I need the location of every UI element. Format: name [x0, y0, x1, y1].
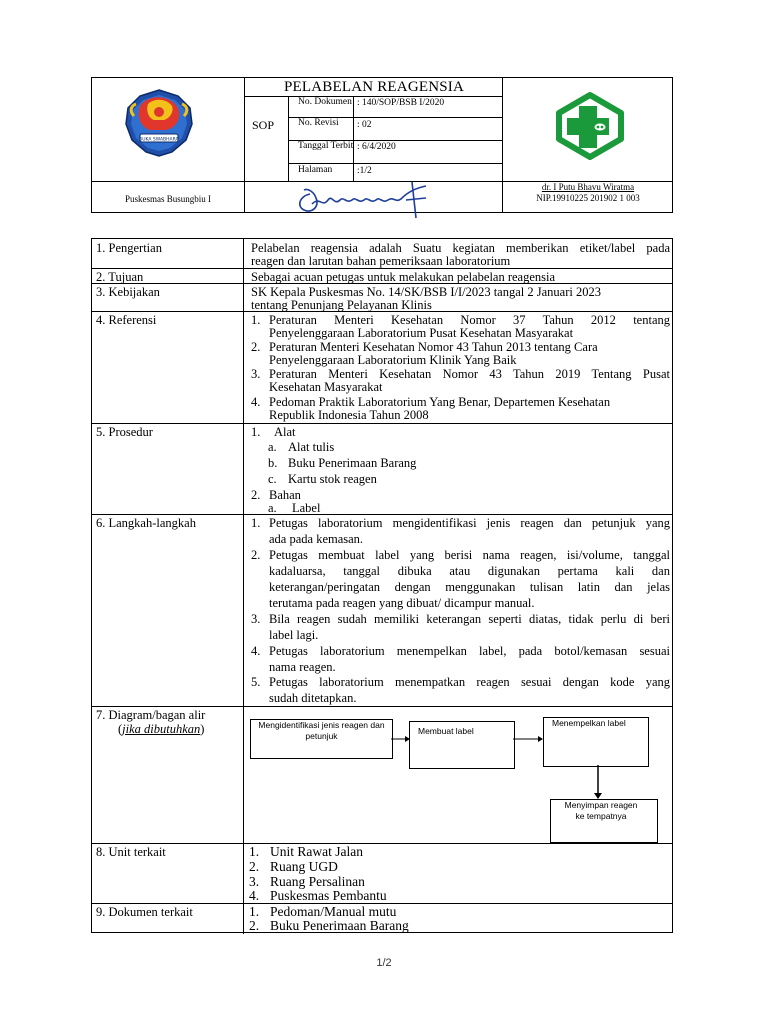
pengertian-line-1: Pelabelan reagensia adalah Suatu kegiatan memberikan etiket/label pada	[251, 241, 670, 255]
referensi-1-line-1: Peraturan Menteri Kesehatan Nomor 37 Tahun 2012 tentang	[269, 313, 670, 327]
flow-box-store-reagent: Menyimpan reagen ke tempatnya	[550, 799, 658, 843]
bahan-item-a: Label	[292, 501, 321, 515]
flow-box-identify: Mengidentifikasi jenis reagen dan petunjuk	[250, 719, 393, 759]
referensi-3-line-1: Peraturan Menteri Kesehatan Nomor 43 Tahun 2019 Tentang Pusat	[269, 367, 670, 381]
langkah-5-line-1: Petugas laboratorium menempatkan reagen sesuai dengan kode yang	[269, 675, 670, 689]
alat-item-b: Buku Penerimaan Barang	[288, 456, 417, 470]
meta-value-no-dokumen: : 140/SOP/BSB I/2020	[357, 98, 445, 108]
prosedur-alat-num: 1.	[251, 425, 261, 439]
unit-item-3: Ruang Persalinan	[270, 874, 365, 889]
prosedur-bahan-num: 2.	[251, 488, 261, 502]
prosedur-alat: Alat	[274, 425, 296, 439]
label-prosedur: 5. Prosedur	[96, 425, 153, 439]
kebijakan-line-1: SK Kepala Puskesmas No. 14/SK/BSB I/I/2023 tangal 2 Januari 2023	[251, 285, 601, 299]
alat-item-a: Alat tulis	[288, 440, 335, 454]
label-langkah: 6. Langkah-langkah	[96, 516, 196, 530]
unit-num-2: 2.	[249, 859, 260, 874]
doctor-nip: NIP.19910225 201902 1 003	[536, 193, 640, 203]
regency-crest-logo	[120, 86, 198, 160]
flow-box-attach-label: Menempelkan label	[543, 717, 649, 767]
langkah-4-line-2: nama reagen.	[269, 660, 336, 674]
dokumen-num-2: 2.	[249, 918, 260, 933]
puskesmas-name: Puskesmas Busungbiu I	[124, 194, 211, 204]
langkah-4-line-1: Petugas laboratorium menempelkan label, pada botol/kemasan sesuai	[269, 644, 670, 658]
label-kebijakan: 3. Kebijakan	[96, 285, 160, 299]
unit-item-2: Ruang UGD	[270, 859, 338, 874]
unit-item-4: Puskesmas Pembantu	[270, 888, 387, 903]
dokumen-num-1: 1.	[249, 904, 260, 919]
sop-label: SOP	[252, 118, 275, 132]
label-referensi: 4. Referensi	[96, 313, 157, 327]
langkah-num-1: 1.	[251, 516, 261, 530]
pengertian-line-2: reagen dan larutan bahan pemeriksaan laboratorium	[251, 254, 511, 268]
langkah-num-3: 3.	[251, 612, 261, 626]
meta-value-halaman: :1/2	[357, 166, 372, 176]
meta-label-halaman: Halaman	[298, 165, 333, 175]
signature	[290, 178, 440, 220]
tujuan-text: Sebagai acuan petugas untuk melakukan pelabelan reagensia	[251, 270, 556, 284]
alat-num-c: c.	[268, 472, 277, 486]
langkah-3-line-1: Bila reagen sudah memiliki keterangan seperti diatas, tidak perlu di beri	[269, 612, 670, 626]
flow-box-create-label: Membuat label	[409, 721, 515, 769]
label-tujuan: 2. Tujuan	[96, 270, 144, 284]
referensi-num-1: 1.	[251, 313, 261, 327]
meta-label-no-revisi: No. Revisi	[298, 118, 339, 128]
langkah-1-line-2: ada pada kemasan.	[269, 532, 364, 546]
unit-num-1: 1.	[249, 844, 260, 859]
alat-item-c: Kartu stok reagen	[288, 472, 377, 486]
alat-num-b: b.	[268, 456, 278, 470]
meta-value-no-revisi: : 02	[357, 120, 372, 130]
head-signatory	[503, 182, 673, 204]
langkah-5-line-2: sudah ditetapkan.	[269, 691, 357, 705]
diagram-note: jika dibutuhkan	[122, 722, 201, 736]
referensi-num-3: 3.	[251, 367, 261, 381]
unit-num-3: 3.	[249, 874, 260, 889]
label-diagram: 7. Diagram/bagan alir	[96, 708, 206, 722]
langkah-1-line-1: Petugas laboratorium mengidentifikasi jenis reagen dan petunjuk yang	[269, 516, 670, 530]
label-dokumen-terkait: 9. Dokumen terkait	[96, 905, 193, 919]
meta-label-no-dokumen: No. Dokumen	[298, 97, 352, 107]
langkah-num-4: 4.	[251, 644, 261, 658]
kebijakan-line-2: tentang Penunjang Pelayanan Klinis	[251, 298, 432, 312]
unit-num-4: 4.	[249, 888, 260, 903]
logo-motto: SUKA SWABHARA	[139, 137, 179, 143]
doctor-name: dr. I Putu Bhavu Wiratma	[541, 182, 635, 192]
langkah-2-line-1: Petugas membuat label yang berisi nama reagen, isi/volume, tanggal	[269, 548, 670, 562]
dokumen-item-2: Buku Penerimaan Barang	[270, 918, 409, 933]
diagram-note-wrap: (jika dibutuhkan)	[118, 722, 205, 736]
dokumen-item-1: Pedoman/Manual mutu	[270, 904, 397, 919]
flow-arrows	[380, 715, 670, 805]
page-number: 1/2	[376, 957, 392, 969]
meta-value-tanggal-terbit: : 6/4/2020	[357, 142, 396, 152]
bahan-num-a: a.	[268, 501, 277, 515]
meta-label-tanggal-terbit: Tanggal Terbit	[298, 141, 354, 151]
alat-num-a: a.	[268, 440, 277, 454]
unit-item-1: Unit Rawat Jalan	[270, 844, 363, 859]
label-unit-terkait: 8. Unit terkait	[96, 845, 166, 859]
langkah-num-2: 2.	[251, 548, 261, 562]
referensi-1-line-2: Penyelenggaraan Laboratorium Pusat Kesehatan Masyarakat	[269, 326, 574, 340]
referensi-2-line-1: Peraturan Menteri Kesehatan Nomor 43 Tahun 2013 tentang Cara	[269, 340, 598, 354]
referensi-4-line-2: Republik Indonesia Tahun 2008	[269, 408, 429, 422]
label-pengertian: 1. Pengertian	[96, 241, 162, 255]
referensi-4-line-1: Pedoman Praktik Laboratorium Yang Benar, Departemen Kesehatan	[269, 395, 611, 409]
prosedur-bahan: Bahan	[269, 488, 301, 502]
langkah-3-line-2: label lagi.	[269, 628, 319, 642]
referensi-num-4: 4.	[251, 395, 261, 409]
langkah-num-5: 5.	[251, 675, 261, 689]
langkah-2-line-3: keterangan/peringatan dengan menggunakan tulisan latin dan jelas	[269, 580, 670, 594]
langkah-2-line-2: kadaluarsa, tanggal dibuka atau digunakan pertama kali dan	[269, 564, 670, 578]
document-title: PELABELAN REAGENSIA	[283, 79, 465, 95]
langkah-2-line-4: terutama pada reagen yang dibuat/ dicampur manual.	[269, 596, 535, 610]
referensi-num-2: 2.	[251, 340, 261, 354]
referensi-3-line-2: Kesehatan Masyarakat	[269, 380, 383, 394]
referensi-2-line-2: Penyelenggaraan Laboratorium Klinik Yang Baik	[269, 353, 517, 367]
puskesmas-logo	[553, 91, 627, 161]
